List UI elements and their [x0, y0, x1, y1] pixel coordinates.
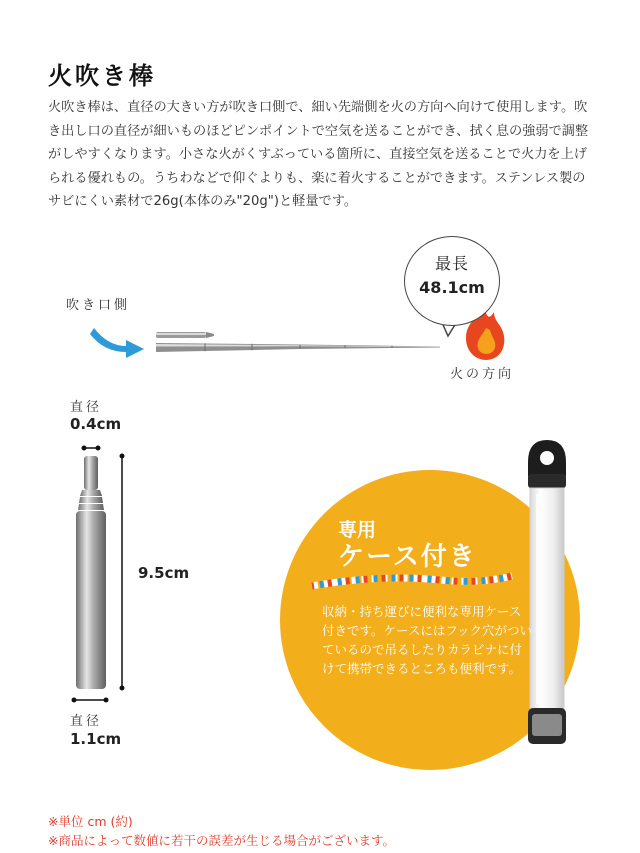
description-text: 火吹き棒は、直径の大きい方が吹き口側で、細い先端側を火の方向へ向けて使用します。吹き出し口の直径が細いものほどピンポイントで空気を送ることができ、拭く息の強弱で調整がしやすくなります。小さな火がくすぶっている箇所に、直接空気を送ることで火力を上げられる優れもの。うちわなどで仰ぐよりも、楽に着火することができます。ステンレス製のサビにくい素材で26g(本体のみ"20g")と軽量です。	[48, 100, 589, 209]
top-diameter-value: 0.4cm	[70, 415, 122, 433]
decorative-ribbon	[312, 576, 512, 586]
bottom-diameter-value: 1.1cm	[70, 730, 122, 748]
disclaimer-note: ※商品によって数値に若干の誤差が生じる場合がございます。	[48, 833, 395, 848]
case-heading-small: 専用	[338, 519, 377, 541]
max-length-value: 48.1cm	[419, 278, 485, 297]
case-description: 収納・持ち運びに便利な専用ケース付きです。ケースにはフック穴がついているので吊るしたりカラビナに付けて携帯できるところも便利です。	[322, 604, 533, 676]
carrying-case	[528, 440, 566, 744]
case-heading-large: ケース付き	[338, 542, 477, 572]
top-diameter-label: 直径	[70, 400, 103, 415]
length-value: 9.5cm	[138, 564, 190, 582]
bottom-diameter-label: 直径	[70, 714, 103, 729]
max-length-label: 最長	[434, 254, 469, 273]
unit-note: ※単位 cm (約)	[48, 814, 133, 829]
blow-side-label: 吹き口側	[66, 298, 131, 313]
page-title: 火吹き棒	[48, 62, 156, 90]
fire-direction-label: 火の方向	[450, 367, 515, 382]
